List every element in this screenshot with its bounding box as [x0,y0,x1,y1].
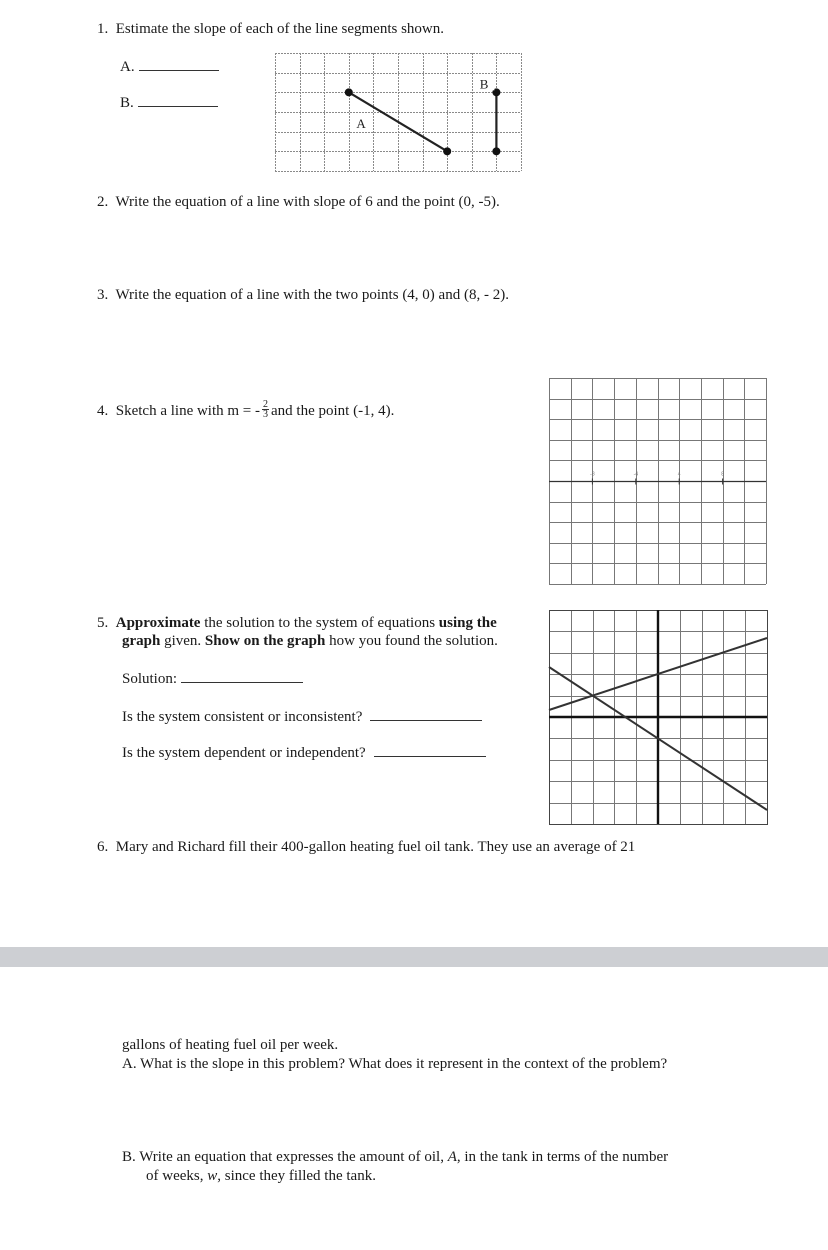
q6-prompt: Mary and Richard fill their 400-gallon heating fuel oil tank. They use an average of 21 [115,839,636,855]
q4-prompt-end: and the point (-1, 4). [271,403,395,419]
q4-prompt-start: Sketch a line with m = - [115,403,261,419]
q6-part-b-text4: , since they filled the tank. [217,1168,376,1184]
q5-graph [549,610,767,825]
q6-number: 6. [97,839,109,855]
q5-solution-blank[interactable] [181,670,303,683]
q4-fraction [262,400,269,419]
q5-consistent-blank[interactable] [370,708,482,721]
segment-a-endpoint [443,147,451,155]
q1-graph [275,53,521,173]
q6-part-b-line1 [122,1148,668,1166]
q4-frac-num: 2 [263,399,269,411]
q1-prompt: Estimate the slope of each of the line segments shown. [115,21,444,37]
q5-bold-show: Show on the graph [204,633,326,649]
q5-line2-mid: given. [160,633,205,649]
graph-label-b: B [479,76,489,92]
q4-graph [549,378,767,585]
q6-part-b-text1: B. Write an equation that expresses the amount of oil, [122,1149,448,1165]
page-divider [0,947,828,967]
q4-frac-den: 3 [263,409,269,421]
q3-prompt: Write the equation of a line with the two points (4, 0) and (8, - 2). [115,287,509,303]
q1-answer-b-blank[interactable] [138,94,218,107]
q3-number: 3. [97,287,109,303]
q3-text [97,286,509,304]
q6-text [97,838,635,856]
q6-part-b-text3: of weeks, [146,1168,208,1184]
q5-dependent-question: Is the system dependent or independent? [122,745,366,761]
q5-consistent-question: Is the system consistent or inconsistent? [122,709,363,725]
q5-line1-mid: the solution to the system of equations [200,615,439,631]
q1-answer-b [120,94,218,112]
q1-number: 1. [97,21,109,37]
x-axis-tick-label: -4 [633,471,639,478]
q5-number: 5. [97,615,109,631]
q4-number: 4. [97,403,109,419]
q5-line1 [97,614,497,632]
q5-bold-using: using the [438,615,497,631]
q5-line2 [122,632,498,650]
q4-text [97,399,395,421]
q5-solution-label: Solution: [122,671,178,687]
x-axis-tick-label: 4 [677,471,681,478]
segment-b-endpoint [492,147,500,155]
q2-number: 2. [97,194,109,210]
q6-var-w: w [207,1168,218,1184]
q1-answer-a-blank[interactable] [139,58,219,71]
q1-text [97,20,444,38]
q1-label-b: B. [120,95,134,111]
q6-part-b-line2 [146,1167,376,1185]
q5-consistent [122,708,482,726]
q6-continued: gallons of heating fuel oil per week. [122,1037,339,1053]
q6-part-a: A. What is the slope in this problem? What does it represent in the context of the problem? [122,1056,668,1072]
q2-prompt: Write the equation of a line with slope of 6 and the point (0, -5). [115,194,500,210]
q5-dependent-blank[interactable] [374,744,486,757]
q6-var-a: A [447,1149,457,1165]
q6-part-b-text2: , in the tank in terms of the number [456,1149,669,1165]
graph-label-a: A [356,116,366,131]
q5-bold-graph: graph [122,633,161,649]
q5-dependent [122,744,486,762]
segment-a-endpoint [345,88,353,96]
x-axis-tick-label: -8 [590,471,595,478]
x-axis-tick-label: 8 [721,471,724,478]
q5-line2-end: how you found the solution. [325,633,498,649]
q5-solution [122,670,303,688]
q5-bold-approximate: Approximate [115,615,201,631]
q1-label-a: A. [120,59,135,75]
q2-text [97,193,500,211]
q1-answer-a [120,58,219,76]
